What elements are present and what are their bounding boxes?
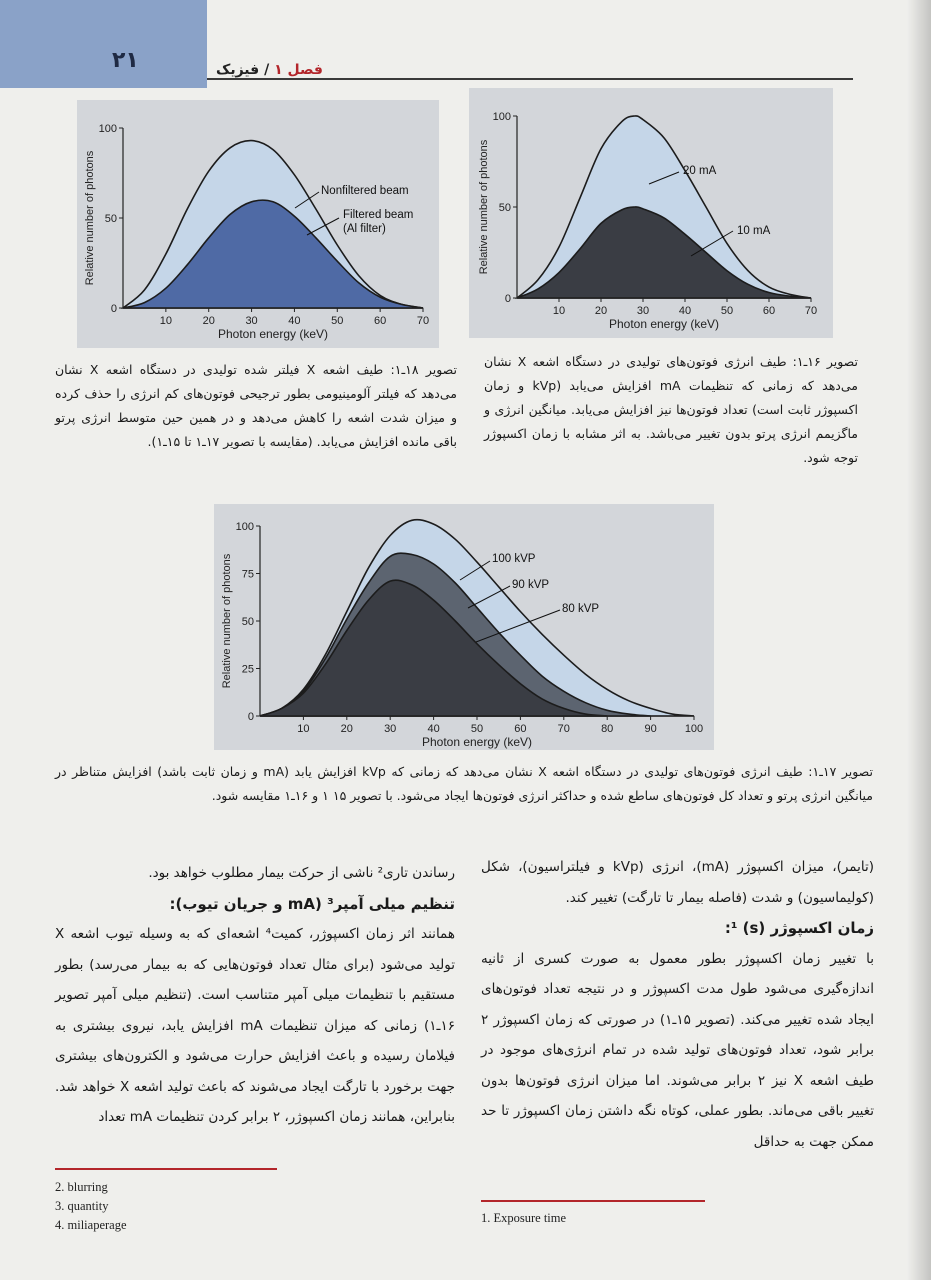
- x-tick-label: 70: [804, 305, 818, 317]
- x-tick-label: 50: [470, 723, 484, 735]
- x-tick-label: 10: [552, 305, 566, 317]
- x-tick-label: 80: [601, 723, 614, 735]
- header-color-band: [0, 0, 207, 88]
- footnote-4: 4. miliaperage: [55, 1218, 127, 1232]
- series-annotation: Filtered beam: [343, 209, 414, 221]
- x-tick-label: 60: [374, 315, 387, 327]
- figure-1-16: [469, 88, 833, 338]
- chapter-label: فصل ۱: [274, 62, 323, 78]
- x-tick-label: 60: [762, 305, 776, 317]
- series-annotation: 100 kVP: [492, 553, 536, 565]
- y-tick-label: 100: [98, 123, 117, 135]
- series-annotation: (Al filter): [343, 223, 386, 235]
- caption-fig-1-18: [55, 358, 457, 454]
- caption-fig-1-17: [55, 760, 873, 808]
- x-tick-label: 40: [288, 315, 301, 327]
- x-axis-title: Photon energy (keV): [217, 327, 329, 341]
- title-separator: /: [264, 62, 270, 78]
- right-intro: (تایمر)، میزان اکسپوژر (mA)، انرژی (kVp و فیلتراسیون)، شکل (کولیماسیون) و شدت (فاصله بیمار تا تارگت) تغییر کند.: [481, 859, 874, 906]
- milliamp-heading: تنظیم میلی آمپر³ (mA و جریان تیوب):: [169, 894, 455, 913]
- caption-fig-1-17-text: تصویر ۱۷ـ۱: طیف انرژی فوتون‌های تولیدی در دستگاه اشعه X نشان می‌دهد که زمانی که kVp افزایش یابد (mA و زمان ثابت باشد) افزایش متناظر در میانگین انرژی پرتو و تعداد کل فوتون‌های ساطع شده و حداکثر انرژی فوتون‌ها ایجاد می‌شود. با تصویر ۱۵ ۱ و ۱۶ـ۱ مقایسه شود.: [55, 764, 873, 803]
- series-annotation: Nonfiltered beam: [321, 185, 409, 197]
- caption-fig-1-18-text: تصویر ۱۸ـ۱: طیف اشعه X فیلتر شده تولیدی در دستگاه اشعه X نشان می‌دهد که فیلتر آلومینیومی بطور ترجیحی فوتون‌های کم انرژی را حذف کرده و میزان شدت اشعه را کاهش می‌دهد و در همین حین متوسط انرژی پرتو باقی مانده افزایش می‌یابد. (مقایسه با تصویر ۱۷ـ۱ تا ۱۵ـ۱).: [55, 362, 458, 449]
- y-tick-label: 50: [498, 202, 511, 214]
- x-tick-label: 30: [384, 723, 397, 735]
- y-tick-label: 25: [241, 663, 254, 676]
- x-tick-label: 50: [331, 315, 344, 327]
- caption-fig-1-16: [484, 350, 858, 470]
- x-tick-label: 10: [297, 723, 310, 735]
- chart-fig-1-16: [469, 88, 833, 338]
- x-tick-label: 40: [427, 723, 440, 735]
- series-annotation: 80 kVP: [562, 603, 600, 615]
- footnote-rule-right: [481, 1200, 705, 1202]
- series-annotation: 20 mA: [683, 165, 717, 177]
- footnote-2: 2. blurring: [55, 1180, 108, 1194]
- x-tick-label: 20: [202, 315, 215, 327]
- chart-fig-1-17: [214, 504, 714, 750]
- left-paragraph: همانند اثر زمان اکسپوژر، کمیت⁴ اشعه‌ای که به وسیله تیوب اشعه X تولید می‌شود (برای مثال تعداد فوتون‌هایی که به بیمار می‌رسد) بطور مستقیم با تنظیمات میلی آمپر متناسب است. (تنظیم میلی آمپر تصویر ۱۶ـ۱) زمانی که میزان تنظیمات mA افزایش یابد، نیروی بیشتری به فیلامان رسیده و باعث افزایش حرارت می‌شود و الکترون‌های بیشتری جهت برخورد با تارگت ایجاد می‌شوند که باعث تولید اشعه X خواهد شد. بنابراین، همانند زمان اکسپوژر، ۲ برابر کردن تنظیمات mA تعداد: [55, 926, 455, 1125]
- x-axis-title: Photon energy (keV): [608, 317, 720, 331]
- chart-fig-1-18: [77, 100, 439, 348]
- series-annotation: 90 kVP: [512, 579, 550, 591]
- y-tick-label: 100: [492, 111, 511, 123]
- series-annotation: 10 mA: [737, 225, 771, 237]
- x-tick-label: 10: [159, 315, 172, 327]
- figure-1-17: [214, 504, 714, 750]
- y-axis-title: Relative number of photons: [84, 150, 96, 286]
- exposure-time-heading: زمان اکسپوژر (s) ¹:: [724, 919, 874, 937]
- footnote-3: 3. quantity: [55, 1199, 109, 1213]
- y-tick-label: 0: [110, 303, 117, 315]
- x-tick-label: 70: [557, 723, 570, 735]
- y-tick-label: 75: [241, 568, 254, 581]
- figure-1-18: [77, 100, 439, 348]
- x-tick-label: 40: [678, 305, 692, 317]
- left-intro: رساندن تاری² ناشی از حرکت بیمار مطلوب خواهد بود.: [148, 865, 455, 881]
- page-number: ۲۱: [112, 48, 139, 73]
- x-tick-label: 100: [684, 723, 704, 735]
- y-axis-title: Relative number of photons: [221, 553, 233, 689]
- x-tick-label: 70: [416, 315, 430, 327]
- x-tick-label: 90: [644, 723, 657, 735]
- footnote-rule-left: [55, 1168, 277, 1170]
- y-tick-label: 0: [504, 293, 511, 305]
- footnotes-right: [481, 1209, 566, 1228]
- subject-label: فیزیک: [216, 62, 260, 78]
- x-axis-title: Photon energy (keV): [421, 735, 533, 749]
- footnotes-left: [55, 1178, 127, 1235]
- y-tick-label: 100: [235, 521, 254, 533]
- x-tick-label: 50: [720, 305, 734, 317]
- x-tick-label: 30: [245, 315, 258, 327]
- y-tick-label: 50: [241, 616, 254, 628]
- page-edge-shadow: [907, 0, 931, 1280]
- running-title: [216, 62, 323, 78]
- caption-fig-1-16-text: تصویر ۱۶ـ۱: طیف انرژی فوتون‌های تولیدی در دستگاه اشعه X نشان می‌دهد که زمانی که تنظیمات mA افزایش می‌یابد (kVp و زمان اکسپوژر ثابت است) تعداد فوتون‌ها نیز افزایش می‌یابد. میانگین انرژی و ماگزیمم انرژی پرتو بدون تغییر می‌باشد. به اثر مشابه با زمان اکسپوژر توجه شود.: [484, 354, 858, 465]
- y-tick-label: 50: [104, 213, 117, 225]
- right-paragraph: با تغییر زمان اکسپوژر بطور معمول به صورت کسری از ثانیه اندازه‌گیری می‌شود طول مدت اکسپوژر و در نتیجه تعداد فوتون‌های ایجاد شده تغییر می‌کند. (تصویر ۱۵ـ۱) در صورتی که زمان اکسپوژر ۲ برابر شود، تعداد فوتون‌های تولید شده در تمام انرژی‌های موجود در طیف اشعه X نیز ۲ برابر می‌شوند. اما میزان انرژی فوتون‌ها بدون تغییر باقی می‌ماند. بطور عملی، کوتاه نگه داشتن زمان اکسپوژر تا حد ممکن جهت به حداقل: [481, 950, 875, 1150]
- left-column: [55, 858, 455, 1133]
- header-rule: [207, 78, 853, 80]
- right-column: [481, 852, 874, 1157]
- x-tick-label: 30: [636, 305, 650, 317]
- x-tick-label: 60: [514, 723, 527, 735]
- y-tick-label: 0: [247, 711, 254, 723]
- x-tick-label: 20: [594, 305, 608, 317]
- footnote-1: 1. Exposure time: [481, 1211, 567, 1225]
- y-axis-title: Relative number of photons: [478, 139, 490, 275]
- x-tick-label: 20: [340, 723, 353, 735]
